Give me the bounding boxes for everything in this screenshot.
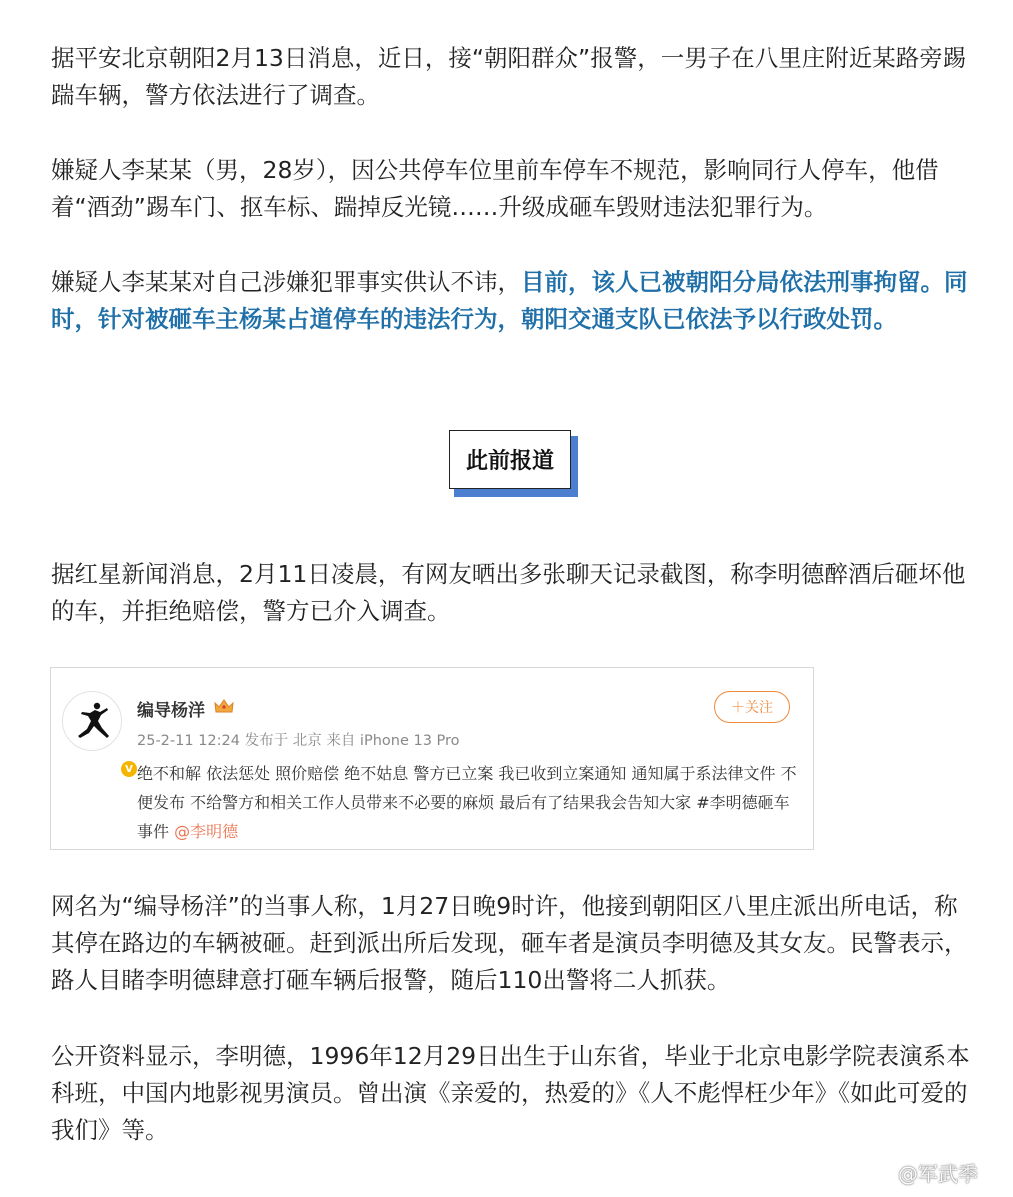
paragraph-3 xyxy=(51,264,976,338)
post-meta: 25-2-11 12:24 发布于 北京 来自 iPhone 13 Pro xyxy=(137,733,460,749)
weibo-post-card xyxy=(50,667,814,850)
crown-icon xyxy=(213,698,235,714)
paragraph-3-plain: 嫌疑人李某某对自己涉嫌犯罪事实供认不讳， xyxy=(51,268,521,296)
watermark xyxy=(862,1157,978,1187)
follow-button[interactable]: ＋关注 xyxy=(714,691,790,723)
paragraph-4: 据红星新闻消息，2月11日凌晨，有网友晒出多张聊天记录截图，称李明德醉酒后砸坏他的车，并拒绝赔偿，警方已介入调查。 xyxy=(51,560,966,625)
paragraph-1: 据平安北京朝阳2月13日消息，近日，接“朝阳群众”报警，一男子在八里庄附近某路旁踢踹车辆，警方依法进行了调查。 xyxy=(51,44,967,109)
section-heading xyxy=(449,430,579,498)
post-text-body: 绝不和解 依法惩处 照价赔偿 绝不姑息 警方已立案 我已收到立案通知 通知属于系法律文件 不便发布 不给警方和相关工作人员带来不必要的麻烦 最后有了结果我会告知大家 #李明德砸车事件 xyxy=(137,764,797,841)
watermark-text: @军武季 xyxy=(898,1161,978,1186)
paragraph-3-highlight: 目前，该人已被朝阳分局依法刑事拘留。同时，针对被砸车主杨某占道停车的违法行为，朝阳交通支队已依法予以行政处罚。 xyxy=(51,268,968,333)
post-username[interactable]: 编导杨洋 xyxy=(137,701,205,721)
post-mention-link[interactable]: @李明德 xyxy=(174,822,239,841)
avatar[interactable] xyxy=(62,691,133,775)
jumpman-logo-icon xyxy=(76,702,110,742)
verified-badge-icon: V xyxy=(119,759,139,779)
post-text xyxy=(137,759,797,846)
paragraph-6: 公开资料显示，李明德，1996年12月29日出生于山东省，毕业于北京电影学院表演系本科班，中国内地影视男演员。曾出演《亲爱的，热爱的》《人不彪悍枉少年》《如此可爱的我们》等。 xyxy=(51,1042,970,1144)
weibo-logo-icon xyxy=(862,1160,892,1184)
section-heading-label: 此前报道 xyxy=(449,430,571,489)
paragraph-5: 网名为“编导杨洋”的当事人称，1月27日晚9时许，他接到朝阳区八里庄派出所电话，称其停在路边的车辆被砸。赶到派出所后发现，砸车者是演员李明德及其女友。民警表示，路人目睹李明德肆意打砸车辆后报警，随后110出警将二人抓获。 xyxy=(51,892,968,994)
paragraph-2: 嫌疑人李某某（男，28岁），因公共停车位里前车停车不规范，影响同行人停车，他借着“酒劲”踢车门、抠车标、踹掉反光镜……升级成砸车毁财违法犯罪行为。 xyxy=(51,156,939,221)
